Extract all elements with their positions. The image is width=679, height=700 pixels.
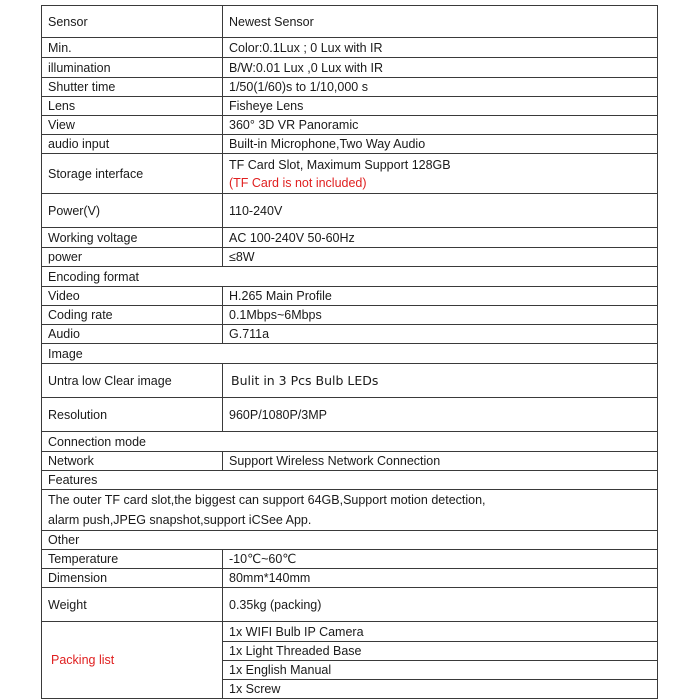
lens-label: Lens — [42, 97, 223, 116]
row-connection-mode — [42, 432, 658, 452]
illumination-label: illumination — [42, 58, 223, 78]
working-voltage-label: Working voltage — [42, 228, 223, 248]
power-v-label: Power(V) — [42, 194, 223, 228]
lens-value: Fisheye Lens — [223, 97, 658, 116]
row-min — [42, 38, 658, 58]
row-shutter — [42, 78, 658, 97]
packing-item: 1x WIFI Bulb IP Camera — [223, 622, 658, 642]
row-power-v — [42, 194, 658, 228]
resolution-value: 960P/1080P/3MP — [223, 398, 658, 432]
row-weight — [42, 588, 658, 622]
row-network — [42, 452, 658, 471]
packing-item: 1x Light Threaded Base — [223, 642, 658, 661]
row-audio — [42, 325, 658, 344]
row-encoding-format — [42, 267, 658, 287]
row-coding-rate — [42, 306, 658, 325]
network-value: Support Wireless Network Connection — [223, 452, 658, 471]
resolution-label: Resolution — [42, 398, 223, 432]
row-image — [42, 344, 658, 364]
min-label: Min. — [42, 38, 223, 58]
encoding-format-heading: Encoding format — [42, 267, 658, 287]
features-heading: Features — [42, 471, 658, 490]
row-view — [42, 116, 658, 135]
row-storage — [42, 154, 658, 194]
weight-label: Weight — [42, 588, 223, 622]
packing-list-label: Packing list — [42, 622, 223, 699]
row-working-voltage — [42, 228, 658, 248]
audio-input-value: Built-in Microphone,Two Way Audio — [223, 135, 658, 154]
row-lens — [42, 97, 658, 116]
video-value: H.265 Main Profile — [223, 287, 658, 306]
row-audio-input — [42, 135, 658, 154]
row-features-text — [42, 490, 658, 531]
sensor-value: Newest Sensor — [223, 6, 658, 38]
power-value: ≤8W — [223, 248, 658, 267]
row-ultra-low — [42, 364, 658, 398]
shutter-label: Shutter time — [42, 78, 223, 97]
row-illumination — [42, 58, 658, 78]
audio-value: G.711a — [223, 325, 658, 344]
connection-mode-heading: Connection mode — [42, 432, 658, 452]
coding-rate-label: Coding rate — [42, 306, 223, 325]
dimension-value: 80mm*140mm — [223, 569, 658, 588]
row-packing-1 — [42, 622, 658, 642]
view-value: 360° 3D VR Panoramic — [223, 116, 658, 135]
features-line-2: alarm push,JPEG snapshot,support iCSee App. — [48, 513, 312, 527]
packing-item: 1x English Manual — [223, 661, 658, 680]
image-heading: Image — [42, 344, 658, 364]
ultra-low-label: Untra low Clear image — [42, 364, 223, 398]
packing-item: 1x Screw — [223, 680, 658, 699]
network-label: Network — [42, 452, 223, 471]
other-heading: Other — [42, 531, 658, 550]
illumination-value-bw: B/W:0.01 Lux ,0 Lux with IR — [223, 58, 658, 78]
storage-note: (TF Card is not included) — [229, 175, 367, 190]
spec-table — [41, 5, 658, 699]
ultra-low-value: Bulit in 3 Pcs Bulb LEDs — [223, 364, 658, 398]
coding-rate-value: 0.1Mbps~6Mbps — [223, 306, 658, 325]
features-line-1: The outer TF card slot,the biggest can support 64GB,Support motion detection, — [48, 493, 486, 507]
power-v-value: 110-240V — [223, 194, 658, 228]
view-label: View — [42, 116, 223, 135]
row-video — [42, 287, 658, 306]
weight-value: 0.35kg (packing) — [223, 588, 658, 622]
row-power — [42, 248, 658, 267]
storage-value: TF Card Slot, Maximum Support 128GB — [229, 157, 451, 172]
sensor-label: Sensor — [42, 6, 223, 38]
temperature-value: -10℃~60℃ — [223, 550, 658, 569]
row-other — [42, 531, 658, 550]
working-voltage-value: AC 100-240V 50-60Hz — [223, 228, 658, 248]
power-label: power — [42, 248, 223, 267]
storage-value-cell — [223, 154, 658, 194]
row-resolution — [42, 398, 658, 432]
shutter-value: 1/50(1/60)s to 1/10,000 s — [223, 78, 658, 97]
features-text-cell — [42, 490, 658, 531]
audio-input-label: audio input — [42, 135, 223, 154]
row-dimension — [42, 569, 658, 588]
storage-label: Storage interface — [42, 154, 223, 194]
temperature-label: Temperature — [42, 550, 223, 569]
row-temperature — [42, 550, 658, 569]
dimension-label: Dimension — [42, 569, 223, 588]
min-value-color: Color:0.1Lux ; 0 Lux with IR — [223, 38, 658, 58]
row-sensor — [42, 6, 658, 38]
video-label: Video — [42, 287, 223, 306]
row-features — [42, 471, 658, 490]
audio-label: Audio — [42, 325, 223, 344]
